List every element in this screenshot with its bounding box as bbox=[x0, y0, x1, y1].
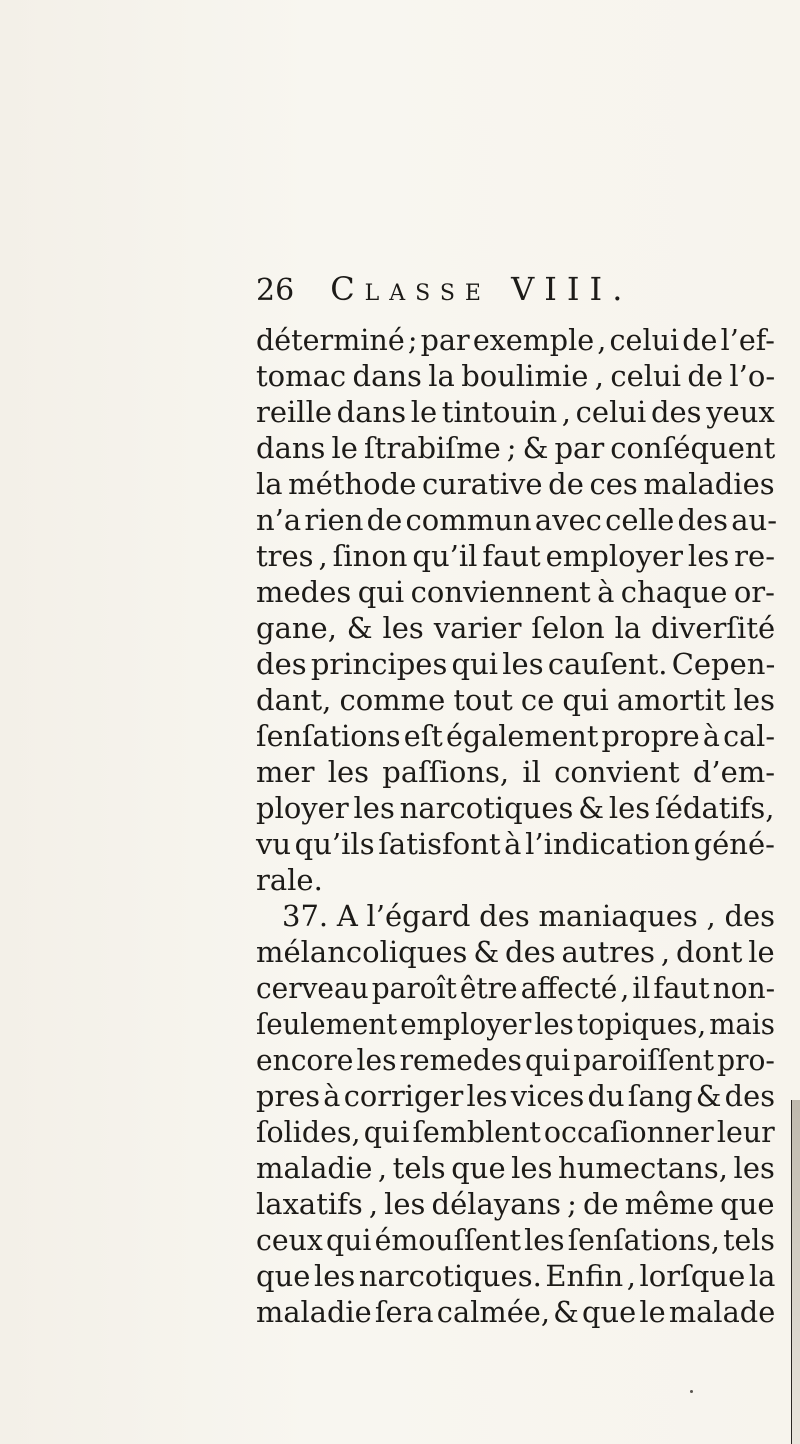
text-line: maladie ſera calmée, & que le malade bbox=[256, 1295, 776, 1329]
text-line: dans le ſtrabiſme ; & par conſéquent bbox=[256, 431, 776, 465]
text-line: gane, & les varier ſelon la diverſité bbox=[256, 611, 776, 645]
text-line: encore les remedes qui paroiſſent pro- bbox=[256, 1043, 775, 1077]
text-line: rale. bbox=[256, 863, 323, 897]
text-line: tomac dans la boulimie , celui de l’o- bbox=[256, 359, 776, 393]
text-line: ſolides, qui ſemblent occaſionner leur bbox=[256, 1115, 775, 1149]
text-line: vu qu’ils ſatisfont à l’indication géné- bbox=[256, 827, 775, 861]
page-number: 26 bbox=[256, 273, 295, 308]
text-line: n’a rien de commun avec celle des au- bbox=[256, 503, 778, 537]
text-line: pres à corriger les vices du ſang & des bbox=[256, 1079, 775, 1113]
text-line: des principes qui les cauſent. Cepen- bbox=[256, 647, 776, 681]
page-header bbox=[256, 270, 632, 320]
text-line: mer les paſſions, il convient d’em- bbox=[256, 755, 776, 789]
text-line: déterminé ; par exemple , celui de l’ef- bbox=[256, 323, 775, 357]
text-line: 37. A l’égard des maniaques , des bbox=[282, 899, 776, 933]
page-edge-shadow bbox=[791, 1100, 800, 1444]
text-line: laxatifs , les délayans ; de même que bbox=[256, 1187, 775, 1221]
text-line: maladie , tels que les humectans, les bbox=[256, 1151, 775, 1185]
text-line: ſenſations eſt également propre à cal- bbox=[256, 719, 775, 753]
paper-speck bbox=[690, 1390, 693, 1393]
text-line: ployer les narcotiques & les ſédatifs, bbox=[256, 791, 775, 825]
text-line: medes qui conviennent à chaque or- bbox=[256, 575, 775, 609]
running-head: Classe VIII. bbox=[330, 270, 633, 308]
text-line: reille dans le tintouin , celui des yeux bbox=[256, 395, 775, 429]
text-line: dant, comme tout ce qui amortit les bbox=[256, 683, 775, 717]
text-line: que les narcotiques. Enfin , lorſque la bbox=[256, 1259, 776, 1293]
text-line: tres , ſinon qu’il faut employer les re- bbox=[256, 539, 776, 573]
text-line: mélancoliques & des autres , dont le bbox=[256, 935, 775, 969]
text-line: ſeulement employer les topiques, mais bbox=[256, 1007, 775, 1041]
text-line: ceux qui émouſſent les ſenſations, tels bbox=[256, 1223, 775, 1257]
text-line: la méthode curative de ces maladies bbox=[256, 467, 775, 501]
text-line: cerveau paroît être affecté , il faut non- bbox=[256, 971, 776, 1005]
